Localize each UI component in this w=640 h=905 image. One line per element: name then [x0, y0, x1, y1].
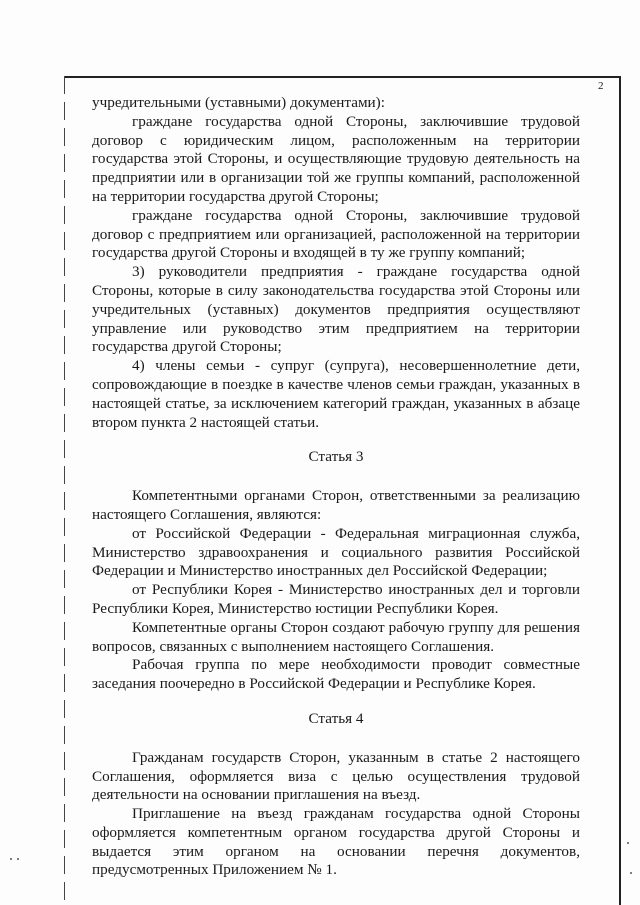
document-body: [92, 94, 580, 880]
article-heading: Статья 4: [308, 709, 364, 727]
paragraph: граждане государства одной Стороны, заключившие трудовой договор с юридическим лицом, расположенным на территории государства этой Стороны, и осуществляющие трудовую деятельность на предприятии или в организации той же группы компаний, расположенной на территории государства другой Стороны;: [92, 112, 580, 205]
paragraph: 4) члены семьи - супруг (супруга), несовершеннолетние дети, сопровождающие в поездке в качестве членов семьи граждан, указанных в настоящей статье, за исключением категорий граждан, указанных в абзаце втором пункта 2 настоящей статьи.: [92, 357, 580, 431]
paragraph: Рабочая группа по мере необходимости проводит совместные заседания поочередно в Российской Федерации и Республике Корея.: [92, 656, 580, 693]
scan-speck: [627, 842, 629, 844]
scan-speck: [630, 872, 632, 874]
page-border-left: [64, 76, 65, 905]
paragraph: граждане государства одной Стороны, заключившие трудовой договор с предприятием или организацией, расположенной на территории государства другой Стороны и входящей в ту же группу компаний;: [92, 206, 580, 262]
paragraph: от Республики Корея - Министерство иностранных дел и торговли Республики Корея, Министерство юстиции Республики Корея.: [92, 581, 580, 617]
scan-speck: [10, 858, 12, 860]
paragraph: Приглашение на въезд гражданам государства одной Стороны оформляется компетентным органом государства другой Стороны и выдается этим органом на основании перечня документов, предусмотренных Приложением № 1.: [92, 805, 580, 879]
paragraph: учредительными (уставными) документами):: [92, 94, 385, 111]
scan-speck: [17, 858, 19, 860]
page-border-right: [619, 76, 621, 905]
page-border-top: [64, 76, 620, 78]
article-heading: Статья 3: [308, 448, 364, 466]
paragraph: Компетентными органами Сторон, ответственными за реализацию настоящего Соглашения, являются:: [92, 487, 580, 523]
page-number: 2: [598, 80, 604, 92]
paragraph: Гражданам государств Сторон, указанным в статье 2 настоящего Соглашения, оформляется виза с целью осуществления трудовой деятельности на основании приглашения на въезд.: [92, 748, 580, 804]
paragraph: 3) руководители предприятия - граждане государства одной Стороны, которые в силу законодательства государства этой Стороны или учредительных (уставных) документов предприятия осуществляют управление или руководство этим предприятием на территории государства другой Стороны;: [92, 263, 580, 356]
paragraph: от Российской Федерации - Федеральная миграционная служба, Министерство здравоохранения и социального развития Российской Федерации и Министерство иностранных дел Российской Федерации;: [92, 524, 580, 580]
paragraph: Компетентные органы Сторон создают рабочую группу для решения вопросов, связанных с выполнением настоящего Соглашения.: [92, 618, 580, 655]
